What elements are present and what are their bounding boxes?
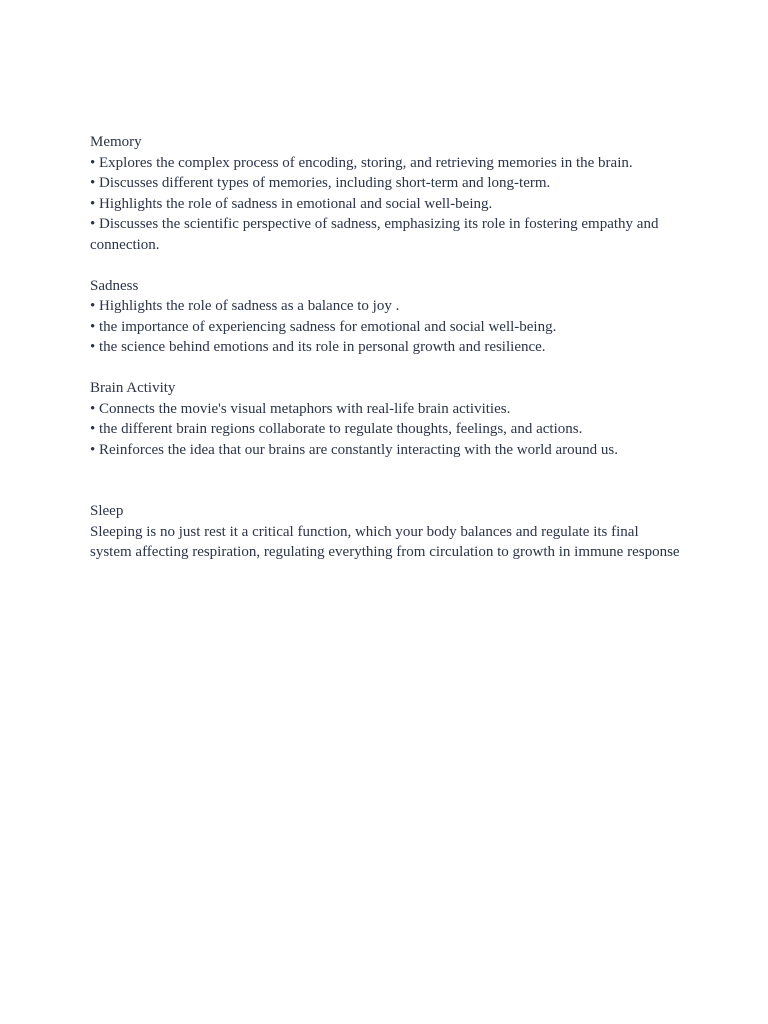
section-heading: Memory bbox=[90, 134, 142, 150]
bullet-item: • Discusses different types of memories, including short-term and long-term. bbox=[90, 175, 551, 191]
bullet-item: • Connects the movie's visual metaphors with real-life brain activities. bbox=[90, 400, 511, 417]
paragraph: Sleeping is no just rest it a critical function, which your body balances and regulate its final system affecting respiration, regulating everything from circulation to growth in immune response bbox=[90, 523, 680, 560]
section-sadness bbox=[90, 276, 680, 358]
section-sleep bbox=[90, 501, 680, 563]
section-brain-activity bbox=[90, 378, 680, 460]
spacer bbox=[90, 255, 680, 276]
section-heading: Sadness bbox=[90, 277, 139, 294]
section-memory bbox=[90, 132, 680, 255]
document-page bbox=[90, 132, 680, 563]
section-heading: Sleep bbox=[90, 503, 124, 519]
bullet-item: • Explores the complex process of encoding, storing, and retrieving memories in the brain. bbox=[90, 154, 633, 171]
spacer bbox=[90, 358, 680, 379]
bullet-item: • Highlights the role of sadness as a balance to joy . bbox=[90, 298, 400, 314]
bullet-item: • Reinforces the idea that our brains are constantly interacting with the world around us. bbox=[90, 441, 619, 458]
bullet-item: • Highlights the role of sadness in emotional and social well-being. bbox=[90, 195, 493, 212]
bullet-item: • the importance of experiencing sadness for emotional and social well-being. bbox=[90, 318, 557, 335]
bullet-item: • the science behind emotions and its role in personal growth and resilience. bbox=[90, 339, 546, 355]
bullet-item: • the different brain regions collaborate to regulate thoughts, feelings, and actions. bbox=[90, 421, 583, 437]
section-heading: Brain Activity bbox=[90, 380, 176, 396]
bullet-item: • Discusses the scientific perspective of sadness, emphasizing its role in fostering empathy and connection. bbox=[90, 216, 659, 253]
spacer bbox=[90, 460, 680, 501]
